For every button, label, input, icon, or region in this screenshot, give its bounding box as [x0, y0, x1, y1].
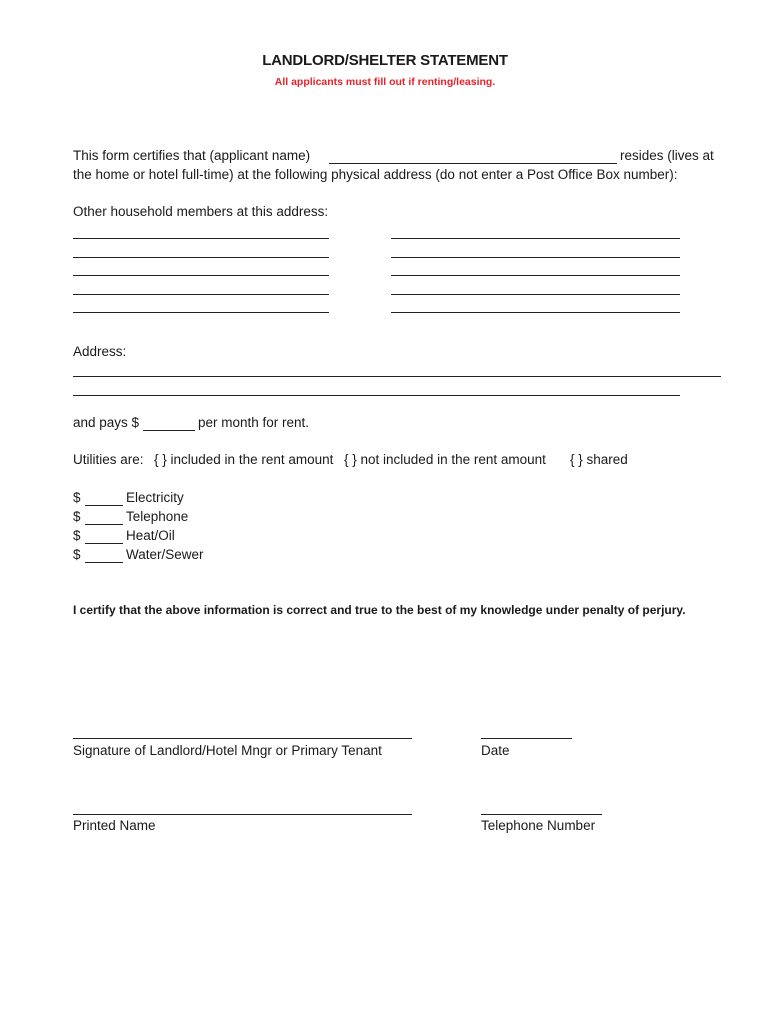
certifies-prefix: This form certifies that (applicant name) — [73, 148, 311, 163]
electricity-amount-field[interactable] — [85, 505, 123, 506]
utilities-included-option[interactable]: { } included in the rent amount — [154, 452, 334, 467]
utilities-not-included-option[interactable]: { } not included in the rent amount — [344, 452, 546, 467]
household-member-field[interactable] — [73, 238, 329, 239]
currency-symbol: $ — [73, 509, 81, 524]
utility-item-label: Water/Sewer — [126, 547, 204, 562]
household-member-field[interactable] — [391, 294, 680, 295]
page-title: LANDLORD/SHELTER STATEMENT — [262, 52, 508, 69]
household-member-field[interactable] — [73, 312, 329, 313]
certifies-suffix: resides (lives at — [620, 148, 714, 163]
telephone-amount-field[interactable] — [85, 524, 123, 525]
telephone-field[interactable] — [481, 814, 602, 815]
signature-field[interactable] — [73, 738, 412, 739]
household-member-field[interactable] — [391, 238, 680, 239]
certify-statement: I certify that the above information is correct and true to the best of my knowledge under penalty of perjury. — [73, 603, 686, 617]
household-member-field[interactable] — [73, 294, 329, 295]
utility-item-label: Electricity — [126, 490, 184, 505]
date-field[interactable] — [481, 738, 572, 739]
printed-name-label: Printed Name — [73, 818, 156, 833]
address-field-line-2[interactable] — [73, 395, 680, 396]
printed-name-field[interactable] — [73, 814, 412, 815]
signature-label: Signature of Landlord/Hotel Mngr or Primary Tenant — [73, 743, 382, 758]
date-label: Date — [481, 743, 510, 758]
household-member-field[interactable] — [391, 312, 680, 313]
household-label: Other household members at this address: — [73, 204, 329, 219]
address-field-line-1[interactable] — [73, 376, 721, 377]
heat-oil-amount-field[interactable] — [85, 543, 123, 544]
currency-symbol: $ — [73, 490, 81, 505]
currency-symbol: $ — [73, 528, 81, 543]
certifies-line-2: the home or hotel full-time) at the following physical address (do not enter a Post Office Box number): — [73, 167, 678, 182]
household-member-field[interactable] — [73, 257, 329, 258]
rent-amount-field[interactable] — [143, 430, 195, 431]
currency-symbol: $ — [73, 547, 81, 562]
utilities-label: Utilities are: — [73, 452, 144, 467]
address-label: Address: — [73, 344, 127, 359]
utilities-shared-option[interactable]: { } shared — [570, 452, 628, 467]
utility-item-label: Heat/Oil — [126, 528, 175, 543]
water-sewer-amount-field[interactable] — [85, 562, 123, 563]
household-member-field[interactable] — [391, 257, 680, 258]
utility-item-label: Telephone — [126, 509, 189, 524]
household-member-field[interactable] — [391, 275, 680, 276]
rent-prefix: and pays $ — [73, 415, 140, 430]
household-member-field[interactable] — [73, 275, 329, 276]
applicant-name-field[interactable] — [329, 163, 617, 164]
telephone-label: Telephone Number — [481, 818, 596, 833]
rent-suffix: per month for rent. — [198, 415, 310, 430]
page-subtitle: All applicants must fill out if renting/leasing. — [274, 76, 496, 88]
